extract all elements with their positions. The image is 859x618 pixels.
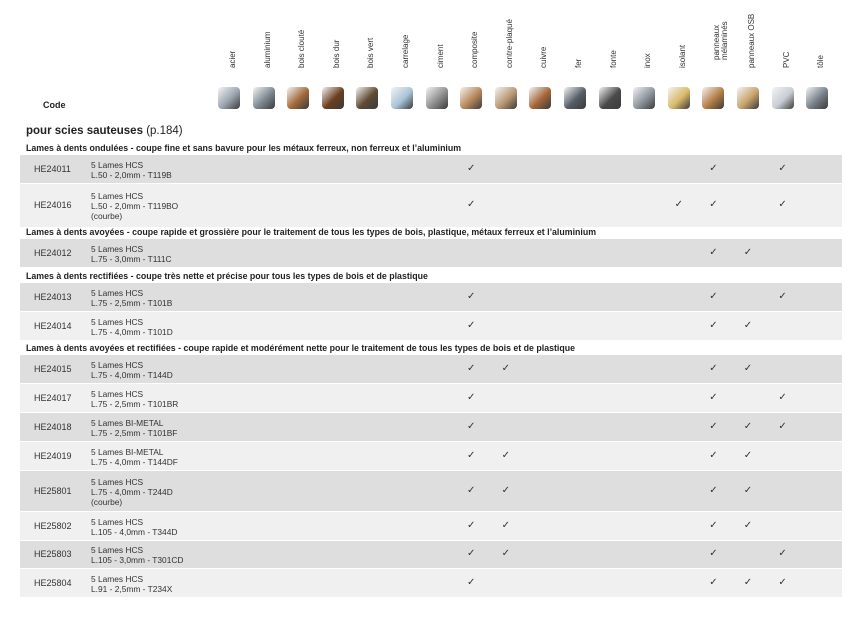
material-label-text: carrelage [401,34,410,68]
description-line: 5 Lames HCS [91,244,144,254]
product-description [91,545,183,565]
group-header: Lames à dents avoyées - coupe rapide et grossière pour le traitement de tous les types de bois, plastique, métaux ferreux et l’aluminium [26,227,597,237]
description-line: L.105 - 4,0mm - T344D [91,527,178,537]
material-label-text: bois vert [366,37,376,68]
material-label [281,0,315,76]
product-code: HE24017 [34,393,72,403]
table-row [20,541,842,569]
product-code: HE25803 [34,549,72,559]
description-line: 5 Lames HCS [91,191,144,201]
check-icon: ✓ [743,485,753,496]
material-label [662,0,696,76]
product-description [91,244,172,264]
table-row [20,442,842,471]
table-row [20,184,842,228]
check-icon: ✓ [778,163,787,174]
check-icon: ✓ [466,392,476,403]
description-line: L.50 - 2,0mm - T119B [91,170,172,180]
product-description [91,317,173,337]
description-line: 5 Lames HCS [91,574,144,584]
material-label [800,0,834,76]
material-label-text: inox [643,53,653,68]
composite-icon [460,87,482,109]
check-icon: ✓ [778,577,787,588]
check-icon: ✓ [709,291,718,302]
check-icon: ✓ [466,163,476,174]
table-row [20,471,842,512]
description-line: L.75 - 4,0mm - T144DF [91,457,178,467]
material-label [247,0,281,76]
description-line: (courbe) [91,211,123,221]
product-description [91,160,172,180]
group-header: Lames à dents rectifiées - coupe très nette et précise pour tous les types de bois et de plastique [26,271,428,281]
product-description [91,191,178,221]
description-line: L.75 - 4,0mm - T244D [91,487,173,497]
description-line: L.75 - 4,0mm - T144D [91,370,173,380]
check-icon: ✓ [709,548,718,559]
insulation-icon [668,87,690,109]
material-label [766,0,800,76]
check-icon: ✓ [501,520,510,531]
description-line: L.50 - 2,0mm - T119BO [91,201,179,211]
code-column-header: Code [43,100,66,110]
check-icon: ✓ [709,363,718,374]
check-icon: ✓ [709,392,718,403]
material-label [489,0,523,76]
check-icon: ✓ [501,485,510,496]
material-label [420,0,454,76]
section-title [26,125,183,137]
product-code: HE24014 [34,321,72,331]
check-icon: ✓ [501,363,510,374]
material-label-text: acier [228,50,237,68]
check-icon: ✓ [501,450,510,461]
product-description [91,447,178,467]
check-icon: ✓ [709,199,718,210]
description-line: 5 Lames HCS [91,545,144,555]
check-icon: ✓ [466,320,476,331]
check-icon: ✓ [778,199,787,210]
copper-icon [529,87,551,109]
product-code: HE24016 [34,200,72,210]
product-description [91,477,173,507]
table-row [20,239,842,268]
green-wood-icon [356,87,378,109]
description-line: L.105 - 3,0mm - T301CD [91,555,184,565]
check-icon: ✓ [743,520,753,531]
material-label [731,0,765,76]
sheet-metal-icon [806,87,828,109]
description-line: (courbe) [91,497,123,507]
check-icon: ✓ [709,577,718,588]
check-icon: ✓ [743,247,753,258]
check-icon: ✓ [709,247,718,258]
product-description [91,288,172,308]
product-code: HE24015 [34,364,72,374]
description-line: L.75 - 2,5mm - T101BF [91,428,178,438]
product-description [91,574,172,594]
table-row [20,155,842,184]
description-line: 5 Lames BI-METAL [91,447,164,457]
material-label [523,0,557,76]
material-label [627,0,661,76]
material-label [558,0,592,76]
product-code: HE25802 [34,521,72,531]
check-icon: ✓ [778,421,787,432]
pvc-icon [772,87,794,109]
product-description [91,418,177,438]
material-label [593,0,627,76]
check-icon: ✓ [466,485,476,496]
melamine-panel-icon [702,87,724,109]
table-row [20,512,842,541]
material-label-text: cuivre [539,46,549,68]
cast-iron-icon [599,87,621,109]
material-label-text: aluminium [262,31,272,68]
material-label [385,0,419,76]
check-icon: ✓ [709,520,718,531]
aluminium-icon [253,87,275,109]
table-row [20,413,842,442]
material-label-text: contre-plaqué [504,19,514,68]
material-label-text: isolant [677,44,687,68]
check-icon: ✓ [466,363,476,374]
material-label-text: panneaux OSB [747,13,756,68]
description-line: 5 Lames HCS [91,517,144,527]
nailed-wood-icon [287,87,309,109]
product-description [91,517,177,537]
product-code: HE24011 [34,164,71,174]
table-row [20,355,842,384]
check-icon: ✓ [709,485,718,496]
check-icon: ✓ [778,291,787,302]
description-line: 5 Lames HCS [91,389,144,399]
description-line: L.75 - 3,0mm - T111C [91,254,172,264]
product-code: HE24018 [34,422,72,432]
check-icon: ✓ [743,450,753,461]
material-label-text: fer [574,58,583,68]
material-label-text: tôle [816,55,826,68]
section-page-ref: (p.184) [146,125,183,137]
material-label-text: PVC [781,51,791,68]
material-label-text: bois dur [331,39,341,68]
table-row [20,384,842,413]
check-icon: ✓ [466,577,476,588]
material-label-text: bois clouté [297,29,307,68]
check-icon: ✓ [466,520,476,531]
stainless-steel-icon [633,87,655,109]
group-header: Lames à dents avoyées et rectifiées - coupe rapide et modérément nette pour le traitement de tous les types de bois et de plastique [26,343,575,353]
osb-panel-icon [737,87,759,109]
description-line: L.75 - 2,5mm - T101BR [91,399,179,409]
iron-icon [564,87,586,109]
material-label [212,0,246,76]
section-title-text: pour scies sauteuses [26,125,143,137]
description-line: 5 Lames HCS [91,317,144,327]
material-label [696,0,730,76]
product-description [91,360,173,380]
material-label-text: composite [470,31,480,68]
description-line: 5 Lames HCS [91,160,144,170]
product-code: HE25804 [34,578,72,588]
check-icon: ✓ [743,363,753,374]
check-icon: ✓ [743,320,753,331]
material-label [454,0,488,76]
group-header: Lames à dents ondulées - coupe fine et sans bavure pour les métaux ferreux, non ferreux et l’aluminium [26,143,462,153]
product-description [91,389,178,409]
hardwood-icon [322,87,344,109]
check-icon: ✓ [466,421,476,432]
table-row [20,312,842,341]
description-line: 5 Lames BI-METAL [91,418,164,428]
cement-icon [426,87,448,109]
check-icon: ✓ [466,199,476,210]
material-label-text: fonte [608,50,618,68]
product-code: HE25801 [34,486,72,496]
check-icon: ✓ [778,392,787,403]
check-icon: ✓ [466,291,476,302]
check-icon: ✓ [466,450,476,461]
check-icon: ✓ [674,199,683,210]
steel-icon [218,87,240,109]
product-code: HE24012 [34,248,72,258]
check-icon: ✓ [466,548,476,559]
product-code: HE24019 [34,451,72,461]
description-line: L.75 - 2,5mm - T101B [91,298,173,308]
material-label [350,0,384,76]
material-label-text: ciment [435,44,445,68]
table-row [20,569,842,598]
material-label-text: panneaux mélaminés [712,21,730,60]
check-icon: ✓ [501,548,510,559]
plywood-icon [495,87,517,109]
check-icon: ✓ [778,548,787,559]
material-label [316,0,350,76]
check-icon: ✓ [709,320,718,331]
description-line: 5 Lames HCS [91,288,144,298]
check-icon: ✓ [709,163,718,174]
table-row [20,283,842,312]
description-line: 5 Lames HCS [91,360,144,370]
check-icon: ✓ [709,421,718,432]
description-line: L.91 - 2,5mm - T234X [91,584,173,594]
check-icon: ✓ [743,577,753,588]
description-line: L.75 - 4,0mm - T101D [91,327,173,337]
description-line: 5 Lames HCS [91,477,144,487]
check-icon: ✓ [709,450,718,461]
check-icon: ✓ [743,421,753,432]
tile-icon [391,87,413,109]
product-code: HE24013 [34,292,72,302]
